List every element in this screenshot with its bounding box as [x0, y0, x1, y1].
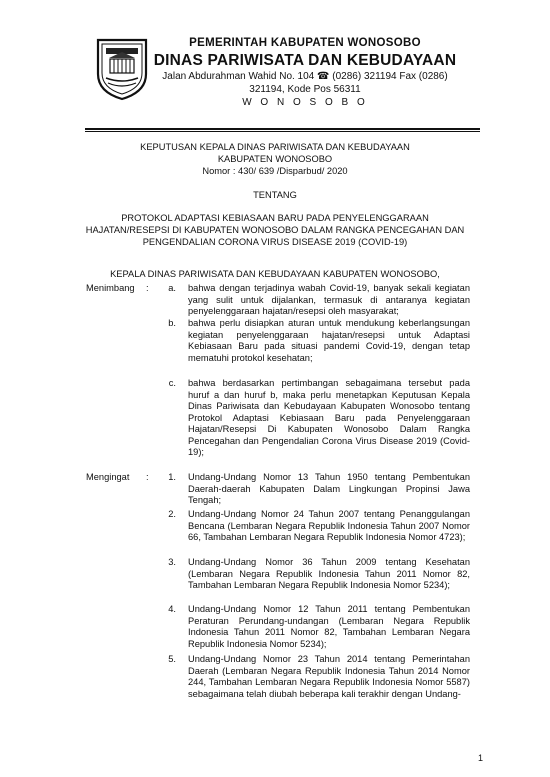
mengingat-item-marker: 2.: [168, 509, 176, 519]
letterhead-government: PEMERINTAH KABUPATEN WONOSOBO: [189, 37, 421, 49]
decree-subject-line-2: HAJATAN/RESEPSI DI KABUPATEN WONOSOBO DALAM RANGKA PENCEGAHAN DAN: [85, 225, 465, 235]
letterhead-rule-thin: [85, 131, 480, 132]
mengingat-item-marker: 3.: [168, 557, 176, 567]
mengingat-item-marker: 4.: [168, 604, 176, 614]
mengingat-colon: :: [146, 472, 149, 482]
letterhead-city: W O N O S O B O: [242, 97, 368, 108]
mengingat-item-text: Undang-Undang Nomor 24 Tahun 2007 tentang Penanggulangan Bencana (Lembaran Negara Republik Indonesia Tahun 2007 Nomor 66, Tambahan Lembaran Negara Republik Indonesia Nomor 4723);: [188, 509, 470, 542]
letterhead-postcode: 321194, Kode Pos 56311: [249, 84, 361, 95]
menimbang-item-text: bahwa perlu disiapkan aturan untuk mendukung keberlangsungan kegiatan penyelenggaraan hajatan/resepsi untuk Adaptasi Kebiasaan Baru pada situasi pandemi Covid-19, dengan tetap mematuhi protokol kesehatan;: [188, 318, 470, 363]
menimbang-item-marker: a.: [168, 283, 176, 293]
letterhead: [150, 36, 460, 109]
mengingat-item-text: Undang-Undang Nomor 13 Tahun 1950 tentang Pembentukan Daerah-daerah Kabupaten Dalam Lingkungan Propinsi Jawa Tengah;: [188, 472, 470, 505]
letterhead-rule-thick: [85, 128, 480, 130]
menimbang-item-marker: c.: [168, 378, 176, 388]
letterhead-office-name: DINAS PARIWISATA DAN KEBUDAYAAN: [153, 52, 457, 69]
mengingat-item-marker: 1.: [168, 472, 176, 482]
decree-about-heading: TENTANG: [253, 190, 297, 200]
mengingat-item-text: Undang-Undang Nomor 36 Tahun 2009 tentang Kesehatan (Lembaran Negara Republik Indonesia Tahun 2011 Nomor 82, Tambahan Lembaran Negara Republik Indonesia Nomor 5234);: [188, 557, 470, 590]
mengingat-item-text: Undang-Undang Nomor 12 Tahun 2011 tentang Pembentukan Peraturan Perundang-undangan (Lembaran Negara Republik Indonesia Tahun 2011 Nomor 82, Tambahan Lembaran Negara Republik Indonesia Nomor 5234);: [188, 604, 470, 649]
decree-subject-line-1: PROTOKOL ADAPTASI KEBIASAAN BARU PADA PENYELENGGARAAN: [121, 213, 429, 223]
decree-title-line-2: KABUPATEN WONOSOBO: [217, 154, 333, 164]
decree-number: Nomor : 430/ 639 /Disparbud/ 2020: [202, 166, 348, 176]
letterhead-address: Jalan Abdurahman Wahid No. 104 ☎ (0286) 321194 Fax (0286): [162, 71, 448, 82]
regency-emblem-logo: [92, 36, 152, 102]
decree-subject-line-3: PENGENDALIAN CORONA VIRUS DISEASE 2019 (COVID-19): [142, 237, 408, 247]
page-number: 1: [478, 753, 484, 763]
menimbang-item-marker: b.: [168, 318, 176, 328]
mengingat-label: Mengingat: [86, 472, 130, 482]
menimbang-item-text: bahwa dengan terjadinya wabah Covid-19, banyak sekali kegiatan yang sulit untuk dijalankan, termasuk di antaranya kegiatan penyelenggaraan hajatan/resepsi oleh masyarakat;: [188, 283, 470, 316]
menimbang-colon: :: [146, 283, 149, 293]
mengingat-item-text: Undang-Undang Nomor 23 Tahun 2014 tentang Pemerintahan Daerah (Lembaran Negara Republik Indonesia Tahun 2014 Nomor 244, Tambahan Lembaran Negara Republik Indonesia Nomor 5587) sebagaimana telah diubah beberapa kali terakhir dengan Undang-: [188, 654, 470, 699]
mengingat-item-marker: 5.: [168, 654, 176, 664]
decree-title-line-1: KEPUTUSAN KEPALA DINAS PARIWISATA DAN KEBUDAYAAN: [140, 142, 410, 152]
decree-issuer: KEPALA DINAS PARIWISATA DAN KEBUDAYAAN KABUPATEN WONOSOBO,: [110, 269, 440, 279]
menimbang-label: Menimbang: [86, 283, 135, 293]
menimbang-item-text: bahwa berdasarkan pertimbangan sebagaimana tersebut pada huruf a dan huruf b, maka perlu menetapkan Keputusan Kepala Dinas Pariwisata dan Kebudayaan Kabupaten Wonosobo tentang Protokol Adaptasi Kebiasaan Baru pada Penyelenggaraan Hajatan/Resepsi Di Kabupaten Wonosobo Dalam Rangka Pencegahan dan Pengendalian Corona Virus Disease 2019 (Covid-19);: [188, 378, 470, 457]
